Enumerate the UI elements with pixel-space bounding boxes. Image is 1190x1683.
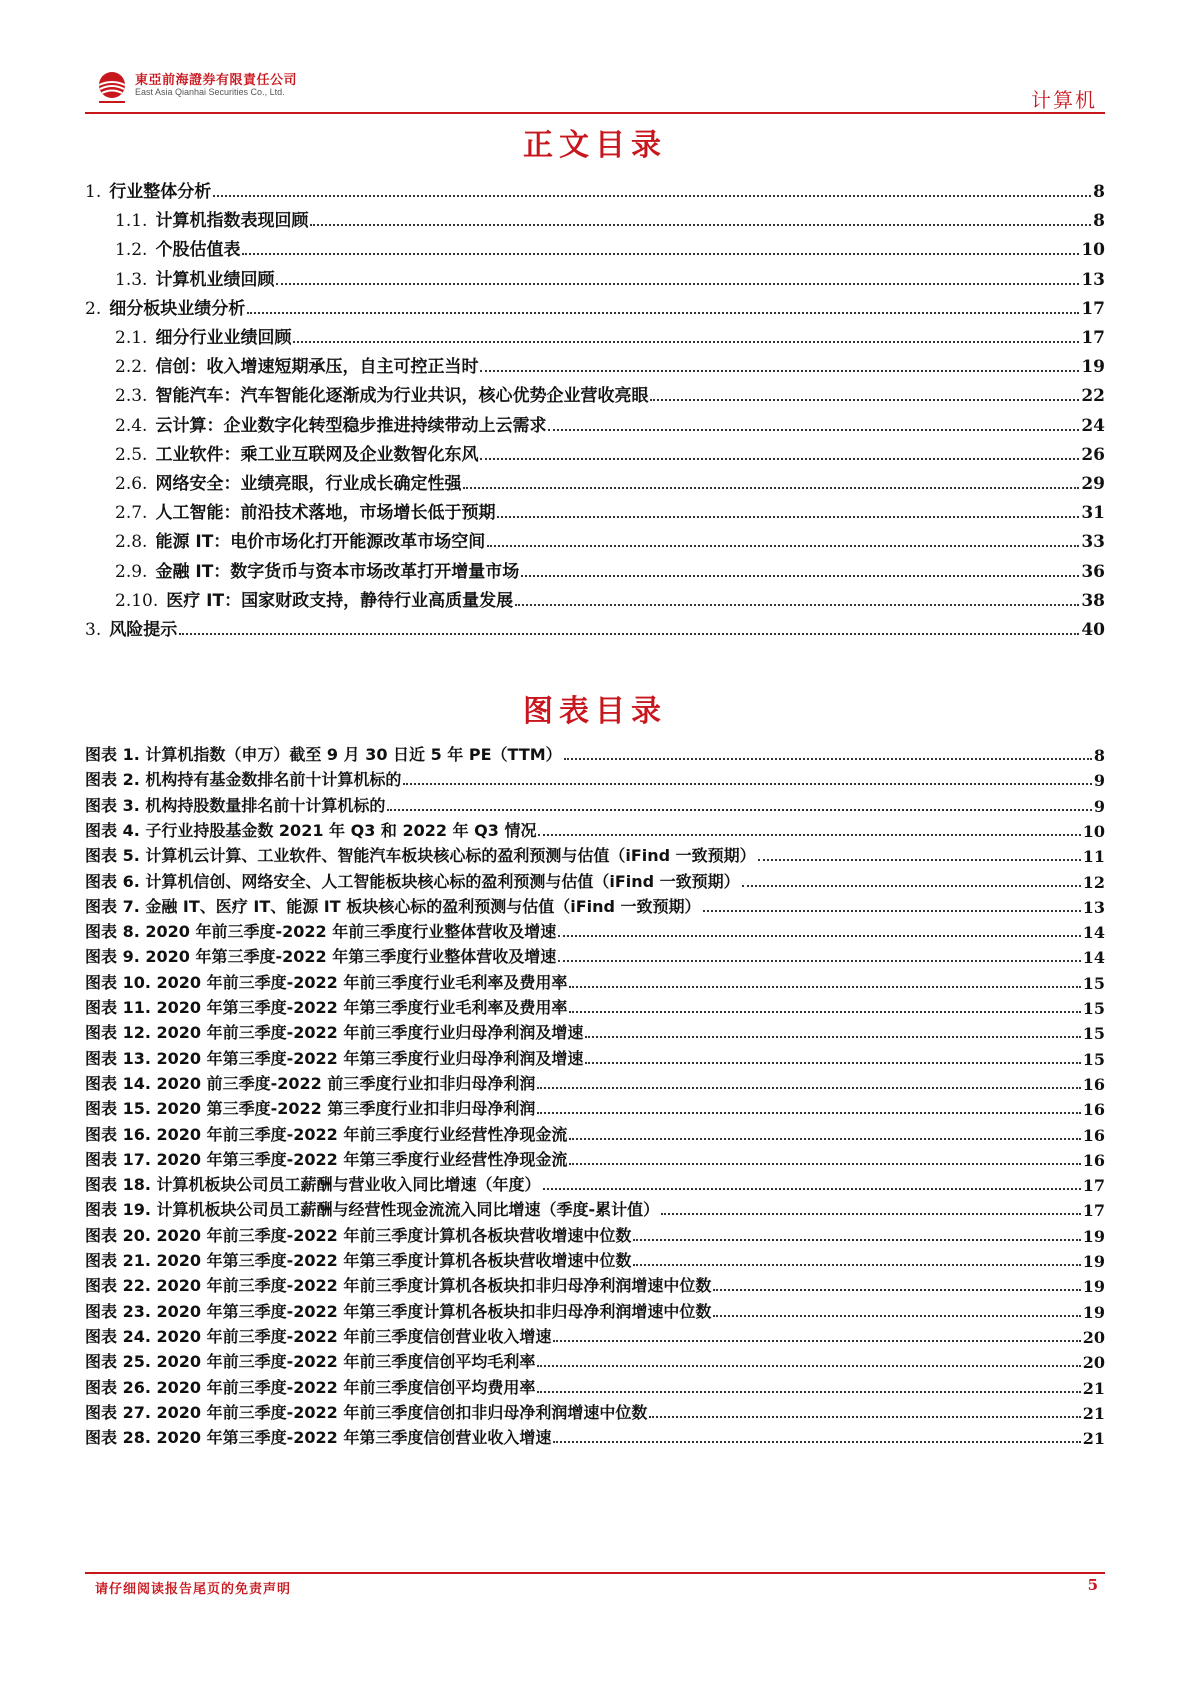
- toc-entry-page: 19: [1081, 357, 1105, 378]
- figure-entry-page: 20: [1082, 1327, 1105, 1347]
- toc-entry-page: 26: [1081, 444, 1105, 465]
- figure-entry-text: 图表 16. 2020 年前三季度-2022 年前三季度行业经营性净现金流: [85, 1124, 568, 1144]
- toc-leader-dots: [497, 516, 1079, 518]
- toc-entry-label: [115, 381, 650, 406]
- figure-entry-page: 9: [1093, 796, 1105, 816]
- toc-entry-number: 2.7.: [115, 503, 148, 524]
- toc-entry-page: 17: [1081, 328, 1105, 348]
- toc-entry-label: [115, 498, 497, 523]
- toc-entry-text: 人工智能：前沿技术落地，市场增长低于预期: [155, 503, 496, 524]
- figure-entry-text: 图表 8. 2020 年前三季度-2022 年前三季度行业整体营收及增速: [85, 922, 557, 942]
- figure-entry-page: 17: [1082, 1176, 1105, 1196]
- toc-leader-dots: [293, 341, 1079, 343]
- toc-entry-label: [115, 352, 480, 377]
- figure-leader-dots: [558, 960, 1081, 962]
- toc-leader-dots: [480, 370, 1079, 372]
- figure-entry[interactable]: [85, 842, 1105, 866]
- figure-entry-text: 图表 11. 2020 年第三季度-2022 年第三季度行业毛利率及费用率: [85, 998, 568, 1017]
- toc-entry-label: [85, 294, 247, 319]
- figure-leader-dots: [537, 1087, 1080, 1089]
- figure-entry-text: 图表 12. 2020 年前三季度-2022 年前三季度行业归母净利润及增速: [85, 1023, 584, 1043]
- toc-leader-dots: [515, 604, 1079, 606]
- figure-entry-page: 19: [1082, 1226, 1105, 1246]
- figure-leader-dots: [713, 1289, 1080, 1291]
- figure-entry-text: 图表 14. 2020 前三季度-2022 前三季度行业扣非归母净利润: [85, 1073, 536, 1093]
- figure-entry-text: 图表 27. 2020 年前三季度-2022 年前三季度信创扣非归母净利润增速中位数: [85, 1402, 648, 1422]
- figure-leader-dots: [633, 1239, 1080, 1241]
- figure-entry-page: 15: [1082, 973, 1105, 993]
- figure-entry[interactable]: [85, 969, 1105, 993]
- toc-entry-page: 10: [1081, 240, 1105, 261]
- toc-entry-text: 个股估值表: [155, 240, 241, 261]
- toc-entry-text: 细分板块业绩分析: [109, 298, 246, 319]
- toc-entry-page: 29: [1081, 474, 1105, 494]
- figure-entry[interactable]: [85, 918, 1105, 942]
- figures-title: 图表目录: [523, 694, 667, 729]
- figure-entry[interactable]: [85, 868, 1105, 892]
- figure-entry[interactable]: [85, 792, 1105, 816]
- figure-entry-page: 10: [1082, 821, 1105, 841]
- toc-entry[interactable]: [85, 176, 1105, 202]
- toc-entry[interactable]: [115, 380, 1105, 406]
- toc-entry[interactable]: [115, 264, 1105, 290]
- figure-entry-page: 11: [1082, 847, 1105, 867]
- toc-entry-number: 2.4.: [115, 415, 148, 436]
- toc-leader-dots: [242, 253, 1079, 255]
- figure-leader-dots: [537, 1112, 1080, 1114]
- figure-entry-page: 17: [1082, 1201, 1105, 1221]
- toc-entry-page: 33: [1081, 532, 1105, 553]
- toc-entry-text: 计算机指数表现回顾: [155, 211, 309, 232]
- figure-entry-page: 8: [1093, 746, 1105, 765]
- figure-entry[interactable]: [85, 1424, 1105, 1448]
- figure-leader-dots: [633, 1264, 1080, 1266]
- toc-entry-label: [115, 265, 276, 290]
- toc-entry-label: [115, 235, 242, 260]
- toc-entry[interactable]: [115, 410, 1105, 436]
- figure-entry-page: 19: [1082, 1302, 1105, 1322]
- figure-entry-text: 图表 25. 2020 年前三季度-2022 年前三季度信创平均毛利率: [85, 1352, 536, 1372]
- figure-entry-page: 15: [1082, 999, 1105, 1018]
- figure-entry-text: 图表 5. 计算机云计算、工业软件、智能汽车板块核心标的盈利预测与估值（iFind 一致预期）: [85, 846, 756, 866]
- figure-entry[interactable]: [85, 1399, 1105, 1423]
- toc-entry[interactable]: [115, 497, 1105, 523]
- figure-entry-text: 图表 15. 2020 第三季度-2022 第三季度行业扣非归母净利润: [85, 1099, 536, 1119]
- toc-entry-number: 2.6.: [115, 474, 148, 494]
- toc-entry-text: 工业软件：乘工业互联网及企业数智化东风: [155, 444, 479, 465]
- toc-entry[interactable]: [115, 234, 1105, 260]
- toc-entry-text: 智能汽车：汽车智能化逐渐成为行业共识，核心优势企业营收亮眼: [155, 386, 649, 407]
- toc-entry-number: 2.10.: [115, 590, 159, 611]
- figure-entry[interactable]: [85, 1095, 1105, 1119]
- figure-leader-dots: [387, 809, 1092, 811]
- figure-leader-dots: [569, 1138, 1080, 1140]
- toc-entry-text: 网络安全：业绩亮眼，行业成长确定性强: [155, 474, 462, 494]
- toc-leader-dots: [247, 312, 1079, 314]
- toc-entry-text: 行业整体分析: [109, 182, 212, 202]
- toc-entry-page: 36: [1081, 561, 1105, 582]
- figure-entry-text: 图表 17. 2020 年第三季度-2022 年第三季度行业经营性净现金流: [85, 1149, 568, 1169]
- figure-entry[interactable]: [85, 1298, 1105, 1322]
- toc-entry-number: 1.: [85, 182, 102, 202]
- figure-entry[interactable]: [85, 741, 1105, 765]
- figure-entry-text: 图表 7. 金融 IT、医疗 IT、能源 IT 板块核心标的盈利预测与估值（iFind 一致预期）: [85, 896, 701, 916]
- figure-entry-text: 图表 6. 计算机信创、网络安全、人工智能板块核心标的盈利预测与估值（iFind 一致预期）: [85, 871, 740, 891]
- figure-entry-page: 16: [1082, 1100, 1105, 1120]
- figure-entry[interactable]: [85, 1196, 1105, 1220]
- toc-entry-label: [115, 557, 521, 582]
- toc-title: 正文目录: [523, 128, 667, 163]
- toc-entry-number: 2.1.: [115, 328, 148, 348]
- toc-leader-dots: [463, 487, 1079, 489]
- figure-leader-dots: [569, 986, 1080, 988]
- toc-leader-dots: [650, 399, 1079, 401]
- figure-entry-page: 9: [1093, 771, 1105, 791]
- toc-entry[interactable]: [115, 322, 1105, 348]
- figure-entry-text: 图表 28. 2020 年第三季度-2022 年第三季度信创营业收入增速: [85, 1428, 552, 1448]
- toc-entry-text: 信创：收入增速短期承压，自主可控正当时: [155, 357, 479, 378]
- figure-leader-dots: [758, 859, 1081, 861]
- figure-entry-text: 图表 1. 计算机指数（申万）截至 9 月 30 日近 5 年 PE（TTM）: [85, 745, 562, 764]
- figure-entry-text: 图表 19. 计算机板块公司员工薪酬与经营性现金流流入同比增速（季度-累计值）: [85, 1200, 660, 1220]
- toc-entry-text: 医疗 IT：国家财政支持，静待行业高质量发展: [166, 590, 514, 611]
- figure-entry-text: 图表 24. 2020 年前三季度-2022 年前三季度信创营业收入增速: [85, 1326, 552, 1346]
- company-name-cn: 東亞前海證券有限責任公司: [135, 73, 298, 88]
- figure-entry-text: 图表 20. 2020 年前三季度-2022 年前三季度计算机各板块营收增速中位数: [85, 1225, 632, 1245]
- figure-entry[interactable]: [85, 1222, 1105, 1246]
- toc-entry[interactable]: [115, 439, 1105, 465]
- toc-entry-text: 金融 IT：数字货币与资本市场改革打开增量市场: [155, 561, 520, 582]
- figure-entry[interactable]: [85, 994, 1105, 1018]
- figure-entry-page: 21: [1082, 1378, 1105, 1398]
- figure-leader-dots: [538, 834, 1080, 836]
- figure-leader-dots: [564, 758, 1092, 760]
- figure-entry-text: 图表 2. 机构持有基金数排名前十计算机标的: [85, 770, 402, 790]
- toc-entry[interactable]: [85, 614, 1105, 640]
- figure-entry-text: 图表 26. 2020 年前三季度-2022 年前三季度信创平均费用率: [85, 1377, 536, 1397]
- figure-entry-text: 图表 22. 2020 年前三季度-2022 年前三季度计算机各板块扣非归母净利润增速中位数: [85, 1276, 712, 1296]
- figure-entry-text: 图表 3. 机构持股数量排名前十计算机标的: [85, 795, 386, 815]
- figure-leader-dots: [585, 1036, 1080, 1038]
- figure-entry[interactable]: [85, 1121, 1105, 1145]
- toc-entry-number: 1.3.: [115, 269, 148, 290]
- toc-entry-label: [115, 206, 310, 231]
- toc-entry-page: 40: [1081, 620, 1105, 640]
- figure-entry-page: 14: [1082, 923, 1105, 943]
- toc-entry[interactable]: [85, 293, 1105, 319]
- toc-entry-number: 3.: [85, 620, 102, 640]
- figure-entry-page: 21: [1082, 1403, 1105, 1423]
- figure-entry-page: 13: [1082, 897, 1105, 917]
- toc-entry-label: [115, 323, 293, 348]
- page-number: 5: [1087, 1576, 1098, 1594]
- toc-entry-text: 能源 IT：电价市场化打开能源改革市场空间: [155, 532, 486, 553]
- toc-entry-page: 22: [1081, 386, 1105, 407]
- figure-leader-dots: [543, 1188, 1081, 1190]
- figure-entry-page: 16: [1082, 1125, 1105, 1145]
- figure-entry[interactable]: [85, 1045, 1105, 1069]
- toc-entry-number: 1.2.: [115, 240, 148, 261]
- figure-leader-dots: [569, 1011, 1080, 1013]
- figure-entry-page: 15: [1082, 1024, 1105, 1044]
- figure-entry[interactable]: [85, 1171, 1105, 1195]
- figure-leader-dots: [585, 1062, 1080, 1064]
- toc-entry-page: 24: [1081, 415, 1105, 436]
- figure-entry-text: 图表 13. 2020 年第三季度-2022 年第三季度行业归母净利润及增速: [85, 1048, 584, 1068]
- toc-leader-dots: [213, 195, 1091, 197]
- figure-entry[interactable]: [85, 1323, 1105, 1347]
- figure-entry[interactable]: [85, 1348, 1105, 1372]
- toc-entry-page: 17: [1081, 298, 1105, 319]
- figure-leader-dots: [661, 1213, 1081, 1215]
- figure-leader-dots: [569, 1163, 1080, 1165]
- figure-entry[interactable]: [85, 943, 1105, 967]
- toc-entry[interactable]: [115, 556, 1105, 582]
- toc-entry-number: 2.3.: [115, 386, 148, 407]
- toc-leader-dots: [487, 545, 1079, 547]
- toc-entry-number: 2.9.: [115, 561, 148, 582]
- page-header: [85, 62, 1105, 114]
- toc-leader-dots: [310, 224, 1091, 226]
- figure-entry[interactable]: [85, 1374, 1105, 1398]
- report-section-tag: 计算机: [1031, 88, 1097, 112]
- toc-entry-label: [115, 469, 463, 494]
- figure-entry-page: 19: [1082, 1277, 1105, 1297]
- figure-entry-page: 19: [1082, 1252, 1105, 1271]
- figure-leader-dots: [537, 1391, 1080, 1393]
- company-name-en: East Asia Qianhai Securities Co., Ltd.: [135, 87, 285, 97]
- figure-entry-page: 21: [1082, 1429, 1105, 1449]
- toc-entry[interactable]: [115, 585, 1105, 611]
- toc-leader-dots: [548, 429, 1079, 431]
- figure-entry[interactable]: [85, 766, 1105, 790]
- figure-entry[interactable]: [85, 817, 1105, 841]
- toc-entry-page: 8: [1093, 182, 1105, 202]
- footer-divider: [85, 1572, 1105, 1574]
- figure-entry[interactable]: [85, 1070, 1105, 1094]
- toc-entry-number: 2.: [85, 298, 102, 319]
- figure-entry[interactable]: [85, 1019, 1105, 1043]
- figure-leader-dots: [558, 935, 1081, 937]
- toc-entry[interactable]: [115, 351, 1105, 377]
- figure-leader-dots: [537, 1365, 1080, 1367]
- figure-leader-dots: [403, 783, 1092, 785]
- toc-entry-label: [115, 411, 548, 436]
- toc-leader-dots: [179, 633, 1079, 635]
- toc-entry-text: 计算机业绩回顾: [155, 269, 275, 290]
- figure-leader-dots: [713, 1315, 1080, 1317]
- figure-entry-page: 15: [1082, 1049, 1105, 1069]
- toc-entry-number: 1.1.: [115, 211, 148, 232]
- figure-leader-dots: [553, 1441, 1080, 1443]
- toc-entry-label: [115, 440, 480, 465]
- figure-entry[interactable]: [85, 1247, 1105, 1271]
- toc-entry-label: [85, 177, 213, 202]
- toc-leader-dots: [480, 458, 1079, 460]
- figure-leader-dots: [703, 910, 1081, 912]
- company-logo-icon: [93, 68, 131, 106]
- figure-entry-text: 图表 21. 2020 年第三季度-2022 年第三季度计算机各板块营收增速中位数: [85, 1251, 632, 1270]
- toc-entry-number: 2.8.: [115, 532, 148, 553]
- figure-entry-page: 16: [1082, 1150, 1105, 1170]
- toc-entry-text: 风险提示: [109, 620, 178, 640]
- toc-entry-label: [115, 527, 487, 552]
- toc-entry-number: 2.2.: [115, 357, 148, 378]
- toc-entry-text: 云计算：企业数字化转型稳步推进持续带动上云需求: [155, 415, 547, 436]
- toc-entry-page: 13: [1081, 269, 1105, 290]
- figure-entry-text: 图表 18. 计算机板块公司员工薪酬与营业收入同比增速（年度）: [85, 1175, 541, 1195]
- toc-entry-page: 31: [1081, 503, 1105, 524]
- toc-entry-label: [115, 586, 515, 611]
- figure-entry-page: 12: [1082, 872, 1105, 892]
- toc-entry[interactable]: [115, 205, 1105, 231]
- figure-entry-text: 图表 9. 2020 年第三季度-2022 年第三季度行业整体营收及增速: [85, 947, 557, 967]
- figure-entry-text: 图表 10. 2020 年前三季度-2022 年前三季度行业毛利率及费用率: [85, 972, 568, 992]
- figure-entry[interactable]: [85, 1272, 1105, 1296]
- toc-entry[interactable]: [115, 526, 1105, 552]
- figure-entry-text: 图表 23. 2020 年第三季度-2022 年第三季度计算机各板块扣非归母净利润增速中位数: [85, 1301, 712, 1321]
- figure-leader-dots: [553, 1340, 1080, 1342]
- figure-leader-dots: [649, 1416, 1080, 1418]
- toc-entry[interactable]: [115, 468, 1105, 494]
- toc-entry-page: 8: [1093, 211, 1105, 232]
- toc-leader-dots: [521, 575, 1079, 577]
- figure-entry-page: 16: [1082, 1074, 1105, 1094]
- figure-entry[interactable]: [85, 1146, 1105, 1170]
- figure-entry-page: 14: [1082, 948, 1105, 968]
- toc-entry-label: [85, 615, 179, 640]
- disclaimer-note: 请仔细阅读报告尾页的免责声明: [95, 1582, 292, 1597]
- toc-entry-text: 细分行业业绩回顾: [155, 328, 292, 348]
- figure-entry-page: 20: [1082, 1353, 1105, 1373]
- toc-entry-number: 2.5.: [115, 444, 148, 465]
- figure-entry[interactable]: [85, 893, 1105, 917]
- figure-entry-text: 图表 4. 子行业持股基金数 2021 年 Q3 和 2022 年 Q3 情况: [85, 820, 537, 840]
- figure-leader-dots: [742, 885, 1081, 887]
- header-divider: [85, 112, 1105, 114]
- toc-entry-page: 38: [1081, 590, 1105, 611]
- toc-leader-dots: [276, 283, 1079, 285]
